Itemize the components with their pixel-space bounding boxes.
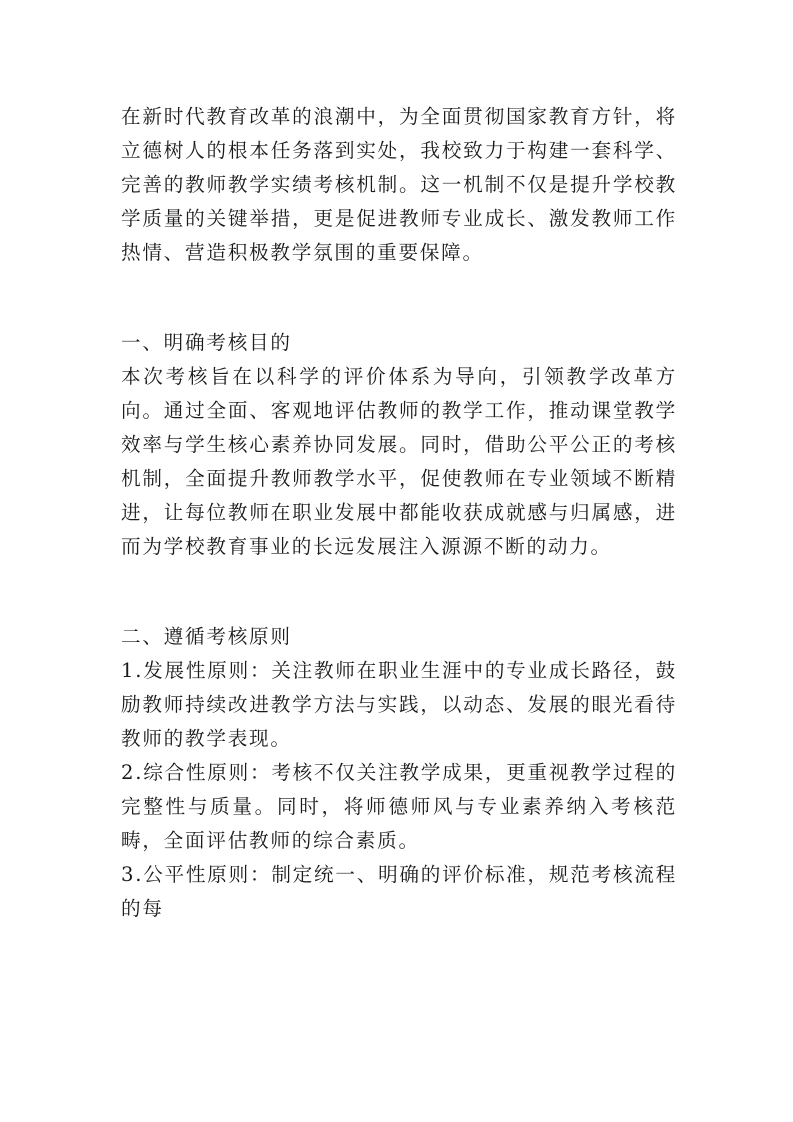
purpose-paragraph: 本次考核旨在以科学的评价体系为导向，引领教学改革方向。通过全面、客观地评估教师的教学工作，推动课堂教学效率与学生核心素养协同发展。同时，借助公平公正的考核机制，全面提升教师教学水平，促使教师在专业领域不断精进，让每位教师在职业发展中都能收获成就感与归属感，进而为学校教育事业的长远发展注入源源不断的动力。 [121, 365, 677, 558]
section-spacer [121, 270, 677, 326]
principle-item-development: 1.发展性原则：关注教师在职业生涯中的专业成长路径，鼓励教师持续改进教学方法与实践，以动态、发展的眼光看待教师的教学表现。 [121, 659, 677, 750]
document-page [121, 100, 677, 926]
section-spacer [121, 564, 677, 620]
section-heading-purpose: 一、明确考核目的 [121, 331, 292, 354]
section-heading-principles: 二、遵循考核原则 [121, 625, 292, 648]
intro-paragraph: 在新时代教育改革的浪潮中，为全面贯彻国家教育方针，将立德树人的根本任务落到实处，我校致力于构建一套科学、完善的教师教学实绩考核机制。这一机制不仅是提升学校教学质量的关键举措，更是促进教师专业成长、激发教师工作热情、营造积极教学氛围的重要保障。 [121, 105, 677, 264]
principle-item-comprehensive: 2.综合性原则：考核不仅关注教学成果，更重视教学过程的完整性与质量。同时，将师德师风与专业素养纳入考核范畴，全面评估教师的综合素质。 [121, 761, 677, 852]
principle-item-fairness: 3.公平性原则：制定统一、明确的评价标准，规范考核流程的每 [121, 863, 677, 920]
